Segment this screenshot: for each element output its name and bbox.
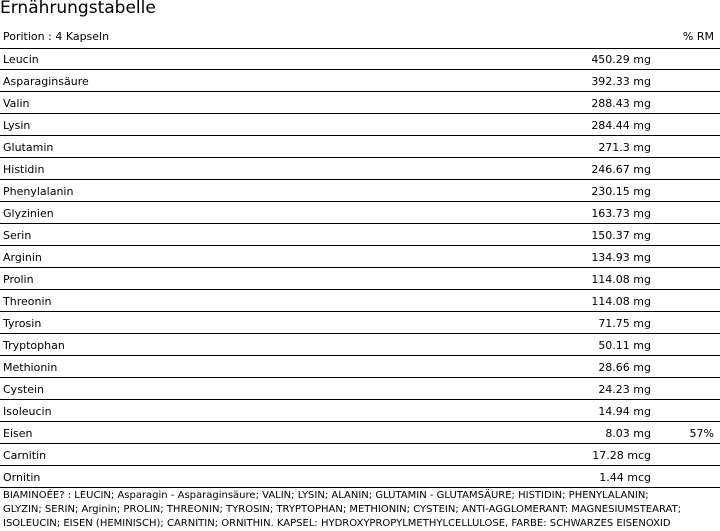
nutrient-amount: 24.23 mg (598, 383, 651, 396)
table-row (0, 466, 720, 488)
nutrient-name: Glutamin (3, 141, 54, 154)
nutrient-name: Arginin (3, 251, 42, 264)
table-header (0, 26, 720, 49)
nutrient-name: Methionin (3, 361, 58, 374)
table-row (0, 136, 720, 158)
nutrient-amount: 114.08 mg (591, 273, 651, 286)
nutrient-name: Serin (3, 229, 32, 242)
page-title: Ernährungstabelle (0, 0, 156, 18)
table-row (0, 356, 720, 378)
table-row (0, 180, 720, 202)
table-row (0, 268, 720, 290)
nutrient-name: Cystein (3, 383, 45, 396)
nutrient-amount: 150.37 mg (591, 229, 651, 242)
table-row (0, 422, 720, 444)
table-row (0, 92, 720, 114)
table-row (0, 334, 720, 356)
nutrient-amount: 71.75 mg (598, 317, 651, 330)
ingredients-line: ISOLEUCIN; EISEN (HEMINISCH); CARNITIN; ORNITHIN. KAPSEL: HYDROXYPROPYLMETHYLCELLULOSE, FARBE: SCHWARZES EISENOXID (3, 518, 671, 529)
nutrient-name: Tryptophan (3, 339, 65, 352)
nutrient-amount: 246.67 mg (591, 163, 651, 176)
nutrient-name: Asparaginsäure (3, 75, 89, 88)
table-row (0, 224, 720, 246)
nutrient-amount: 8.03 mg (605, 427, 651, 440)
nutrient-name: Eisen (3, 427, 33, 440)
ingredients-line: GLYZIN; SERIN; Arginin; PROLIN; THREONIN; TYROSIN; TRYPTOPHAN; METHIONIN; CYSTEIN; ANTI-AGGLOMERANT: MAGNESIUMSTEARAT; (3, 504, 682, 515)
table-row (0, 378, 720, 400)
ingredients-list (3, 489, 720, 531)
nutrient-name: Leucin (3, 53, 39, 66)
nutrient-amount: 392.33 mg (591, 75, 651, 88)
nutrient-name: Threonin (3, 295, 52, 308)
nutrient-name: Phenylalanin (3, 185, 74, 198)
nutrient-amount: 230.15 mg (591, 185, 651, 198)
table-row (0, 444, 720, 466)
nutrient-name: Carnitin (3, 449, 47, 462)
nutrient-name: Isoleucin (3, 405, 52, 418)
portion-label: Porition : 4 Kapseln (3, 30, 110, 43)
nutrient-amount: 163.73 mg (591, 207, 651, 220)
nutrient-rm: 57% (689, 427, 714, 440)
table-row (0, 48, 720, 70)
nutrient-name: Valin (3, 97, 30, 110)
table-row (0, 202, 720, 224)
table-row (0, 400, 720, 422)
nutrition-table (0, 48, 720, 488)
nutrient-name: Histidin (3, 163, 45, 176)
nutrient-name: Tyrosin (3, 317, 42, 330)
table-row (0, 290, 720, 312)
nutrient-amount: 450.29 mg (591, 53, 651, 66)
nutrient-amount: 284.44 mg (591, 119, 651, 132)
table-row (0, 70, 720, 92)
nutrient-amount: 50.11 mg (598, 339, 651, 352)
nutrient-amount: 1.44 mcg (599, 471, 651, 484)
rm-column-header: % RM (682, 30, 714, 43)
table-row (0, 158, 720, 180)
nutrient-amount: 288.43 mg (591, 97, 651, 110)
nutrient-amount: 134.93 mg (591, 251, 651, 264)
nutrient-name: Glyzinien (3, 207, 54, 220)
nutrient-amount: 28.66 mg (598, 361, 651, 374)
nutrient-amount: 271.3 mg (598, 141, 651, 154)
nutrient-amount: 14.94 mg (598, 405, 651, 418)
nutrient-amount: 114.08 mg (591, 295, 651, 308)
nutrient-amount: 17.28 mcg (592, 449, 651, 462)
ingredients-line: BIAMINOÉE? : LEUCIN; Asparagin - Asparaginsäure; VALIN; LYSIN; ALANIN; GLUTAMIN - GLUTAMSÄURE; HISTIDIN; PHENYLALANIN; (3, 490, 649, 501)
nutrient-name: Lysin (3, 119, 31, 132)
table-row (0, 312, 720, 334)
nutrient-name: Ornitin (3, 471, 41, 484)
table-row (0, 114, 720, 136)
table-row (0, 246, 720, 268)
nutrient-name: Prolin (3, 273, 34, 286)
